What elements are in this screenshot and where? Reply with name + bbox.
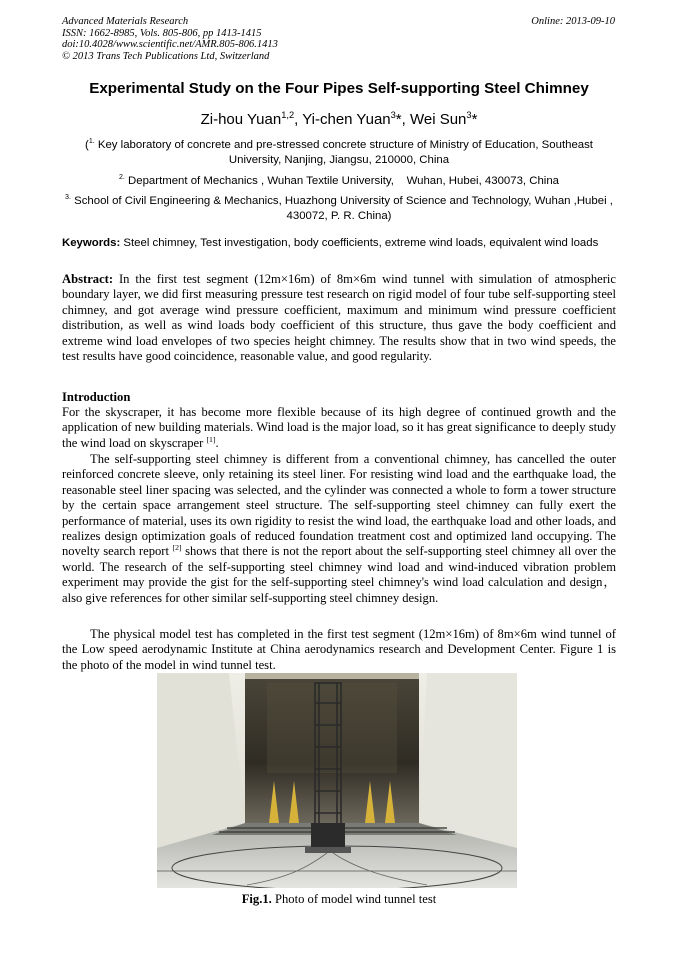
author-name: Yi-chen Yuan — [302, 111, 391, 128]
figure-caption — [0, 892, 678, 907]
author-affiliation-number: 1,2 — [281, 110, 295, 120]
citation-ref: [2] — [172, 543, 182, 553]
figure-label: Fig.1. — [241, 892, 272, 906]
paragraph-text: For the skyscraper, it has become more flexible because of its high degree of continued growth and the application of new building materials. Wind load is the major load, so it has great significance to deeply study the wind load on skyscraper — [62, 405, 616, 450]
online-date: Online: 2013-09-10 — [531, 16, 615, 27]
doi-line: doi:10.4028/www.scientific.net/AMR.805-806.1413 — [62, 39, 278, 51]
issn-line: ISSN: 1662-8985, Vols. 805-806, pp 1413-1415 — [62, 27, 262, 39]
author-list — [0, 111, 678, 128]
keywords-text: Steel chimney, Test investigation, body coefficients, extreme wind loads, equivalent wind loads — [120, 237, 599, 249]
keywords-block — [62, 236, 616, 250]
affiliation-number: 3. — [65, 194, 71, 202]
affiliation-1: ($^{1.}$ Key laboratory of concrete and pre-stressed concrete structure of Ministry of Education, Southeast University, Nanjing, Jiangsu, 210000, China — [85, 138, 593, 166]
intro-paragraph-3: The physical model test has completed in the first test segment (12m×16m) of 8m×6m wind tunnel of the Low speed aerodynamic Institute at China aerodynamics research and Development Center. Figure 1 is the photo of the model in wind tunnel test. — [62, 627, 616, 672]
paragraph-end: . — [215, 435, 219, 450]
journal-name: Advanced Materials Research — [62, 16, 189, 27]
affiliation-text: Key laboratory of concrete and pre-stressed concrete structure of Ministry of Education, Southeast University, Nanjing, Jiangsu, 210000, China — [94, 139, 593, 166]
affiliation-3 — [62, 194, 616, 224]
keywords-label: Keywords: — [62, 237, 121, 249]
affiliation-number: 1. — [88, 138, 95, 146]
copyright-line: © 2013 Trans Tech Publications Ltd, Switzerland — [62, 50, 270, 62]
figure-caption-text: Photo of model wind tunnel test — [271, 892, 437, 906]
intro-paragraph-2 — [62, 452, 616, 606]
wind-tunnel-photo — [157, 673, 517, 888]
paragraph-text: The self-supporting steel chimney is different from a conventional chimney, has cancelled the outer reinforced concrete sleeve, only retaining its steel liner. For resisting wind load and the earthquake load, the reasonable steel liner spacing was selected, and the cylinder was connected a whole to form a tower structure by the certain space arrangement steel structure. The self-supporting steel chimney can fully exert the performance of material, uses its own rigidity to resist the wind load, the earthquake load and other loads, and realizes design optimization goals of reduced foundation treatment cost and optimized land occupying. The novelty search report — [62, 452, 616, 559]
abstract-label: Abstract: — [62, 272, 114, 286]
author-separator: , — [294, 111, 303, 128]
affiliation-2 — [62, 174, 616, 189]
paragraph-text: shows that there is not the report about the self-supporting steel chimney all over the world. The research of the self-supporting steel chimney wind load and wind-induced vibration problem experiment may provide the gist for the self-supporting steel chimney's wind load calculation and design，also give references for other similar self-supporting steel chimney design. — [62, 544, 616, 605]
affiliation-text: Department of Mechanics , Wuhan Textile University, Wuhan, Hubei, 430073, China — [124, 175, 559, 187]
affiliation-text: School of Civil Engineering & Mechanics, Huazhong University of Science and Technology, Wuhan ,Hubei , 430072, P. R. China) — [70, 195, 613, 222]
author-affiliation-number: 3 — [390, 110, 396, 120]
abstract-text: In the first test segment (12m×16m) of 8m×6m wind tunnel with simulation of atmospheric boundary layer, we did first measuring pressure test research on rigid model of four tube self-supporting steel chimney, and got average wind pressure coefficient, maximum and minimum wind pressure coefficient distribution, as well as wind loads body coefficient of this structure, thus gave the body coefficient and extreme wind load envelopes of two species height chimney. The results show that in two wind speeds, the test results have good coincidence, reasonable value, and good regularity. — [62, 272, 616, 364]
corresponding-mark: * — [471, 111, 478, 128]
paper-title: Experimental Study on the Four Pipes Self-supporting Steel Chimney — [89, 80, 589, 97]
running-header — [62, 16, 278, 62]
section-heading-introduction: Introduction — [62, 390, 131, 404]
author-name: Zi-hou Yuan — [200, 111, 282, 128]
author-affiliation-number: 3 — [466, 110, 472, 120]
author-separator: , — [401, 111, 410, 128]
author-name: Wei Sun — [409, 111, 467, 128]
abstract-block — [62, 272, 616, 364]
affiliation-number: 2. — [118, 174, 125, 182]
corresponding-mark: * — [395, 111, 402, 128]
intro-paragraph-1 — [62, 405, 616, 451]
citation-ref: [1] — [206, 434, 216, 444]
